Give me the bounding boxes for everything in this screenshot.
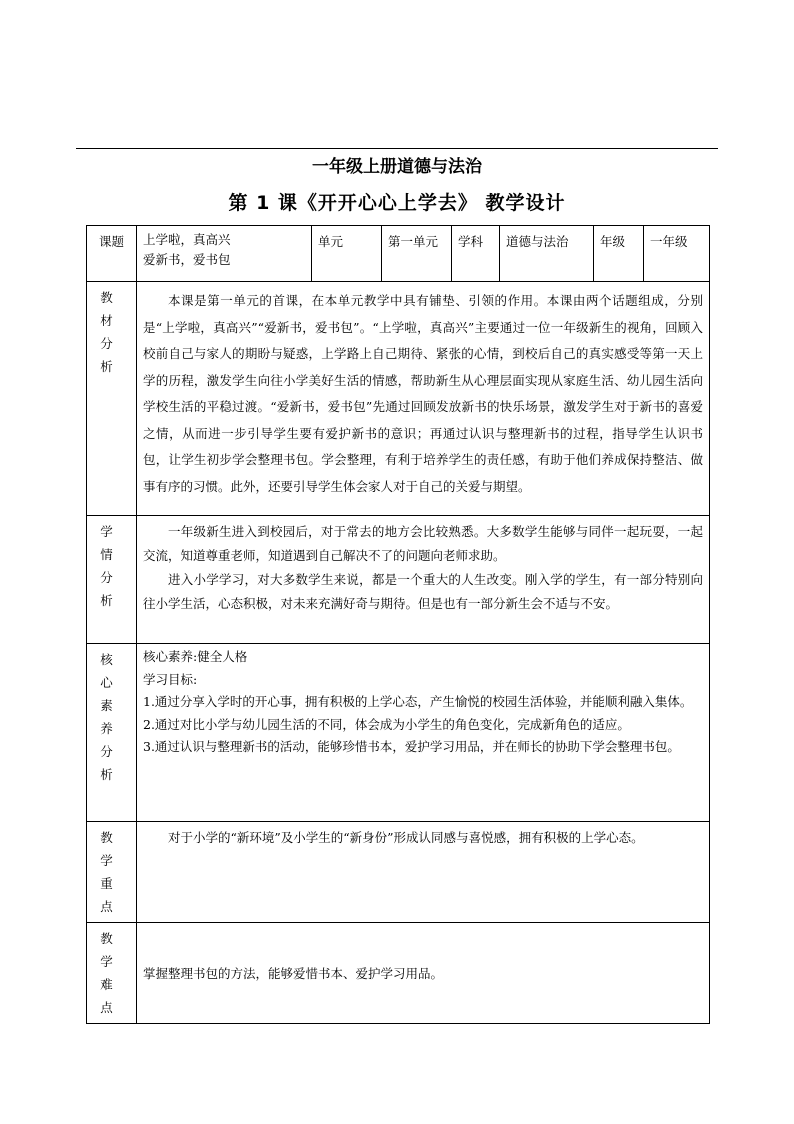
- difficulty-label-1: 教学: [100, 931, 123, 969]
- subject-label: 学科: [452, 226, 500, 282]
- topic-line-2: 爱新书，爱书包: [143, 252, 231, 267]
- material-label-2: 分析: [100, 336, 123, 374]
- unit-value: 第一单元: [382, 226, 452, 282]
- material-analysis-content: [137, 282, 710, 516]
- unit-label: 单元: [312, 226, 382, 282]
- student-analysis-para-1: 一年级新生进入到校园后，对于常去的地方会比较熟悉。大多数学生能够与同伴一起玩耍，一起交流，知道尊重老师，知道遇到自己解决不了的问题向老师求助。: [143, 524, 703, 563]
- literacy-analysis-row: [87, 644, 710, 822]
- learning-goal-2: 2.通过对比小学与幼儿园生活的不同，体会成为小学生的角色变化，完成新角色的适应。: [143, 716, 630, 732]
- learning-goal-1: 1.通过分享入学时的开心事，拥有积极的上学心态，产生愉悦的校园生活体验，并能顺利融入集体。: [143, 694, 693, 709]
- key-point-label-1: 教学: [100, 830, 123, 868]
- student-label-2: 分析: [100, 570, 123, 608]
- topic-line-1: 上学啦，真高兴: [143, 232, 231, 247]
- learning-goal-3: 3.通过认识与整理新书的活动，能够珍惜书本，爱护学习用品，并在师长的协助下学会整理书包。: [143, 739, 680, 754]
- core-literacy: 核心素养:健全人格: [143, 649, 248, 664]
- literacy-label-3: 分析: [100, 744, 123, 782]
- learning-goals-title: 学习目标:: [143, 671, 198, 687]
- grade-value: 一年级: [644, 226, 710, 282]
- key-point-row: [87, 822, 710, 923]
- subject-value: 道德与法治: [500, 226, 594, 282]
- difficulty-content: [137, 923, 710, 1024]
- literacy-label-1: 核心: [100, 652, 123, 690]
- topic-label: 课题: [87, 226, 137, 282]
- key-point-text: 对于小学的“新环境”及小学生的“新身份”形成认同感与喜悦感，拥有积极的上学心态。: [168, 830, 644, 845]
- student-analysis-row: [87, 516, 710, 644]
- difficulty-label: [87, 923, 137, 1024]
- key-point-label-2: 重点: [100, 876, 123, 914]
- student-analysis-para-2: 进入小学学习，对大多数学生来说，都是一个重大的人生改变。刚入学的学生，有一部分特别向往小学生活，心态积极，对未来充满好奇与期待。但是也有一部分新生会不适与不安。: [143, 572, 703, 611]
- lesson-title: 第 1 课《开开心心上学去》 教学设计: [228, 192, 566, 214]
- topic-value: [137, 226, 312, 282]
- literacy-analysis-label: [87, 644, 137, 822]
- key-point-label: [87, 822, 137, 923]
- document-title: 一年级上册道德与法治: [312, 157, 482, 177]
- difficulty-text: 掌握整理书包的方法，能够爱惜书本、爱护学习用品。: [143, 965, 444, 981]
- material-analysis-text: 本课是第一单元的首课，在本单元教学中具有铺垫、引领的作用。本课由两个话题组成，分别是“上学啦，真高兴”“爱新书，爱书包”。“上学啦，真高兴”主要通过一位一年级新生的视角，回顾入校前自己与家人的期盼与疑惑，上学路上自己期待、紧张的心情，到校后自己的真实感受等第一天上学的历程，激发学生向往小学美好生活的情感，帮助新生从心理层面实现从家庭生活、幼儿园生活向学校生活的平稳过渡。“爱新书，爱书包”先通过回顾发放新书的快乐场景，激发学生对于新书的喜爱之情，从而进一步引导学生要有爱护新书的意识；再通过认识与整理新书的过程，指导学生认识书包，让学生初步学会整理书包。学会整理，有利于培养学生的责任感，有助于他们养成保持整洁、做事有序的习惯。此外，还要引导学生体会家人对于自己的关爱与期望。: [143, 293, 703, 494]
- student-label-1: 学情: [100, 524, 123, 562]
- difficulty-label-2: 难点: [100, 977, 123, 1015]
- material-label-1: 教材: [100, 290, 123, 328]
- student-analysis-content: [137, 516, 710, 644]
- literacy-analysis-content: [137, 644, 710, 822]
- header-rule: [76, 148, 718, 149]
- info-row: [87, 226, 710, 282]
- literacy-label-2: 素养: [100, 698, 123, 736]
- student-analysis-label: [87, 516, 137, 644]
- difficulty-row: [87, 923, 710, 1024]
- grade-label: 年级: [594, 226, 644, 282]
- key-point-content: [137, 822, 710, 923]
- material-analysis-row: [87, 282, 710, 516]
- lesson-plan-table: [86, 225, 710, 1024]
- material-analysis-label: [87, 282, 137, 516]
